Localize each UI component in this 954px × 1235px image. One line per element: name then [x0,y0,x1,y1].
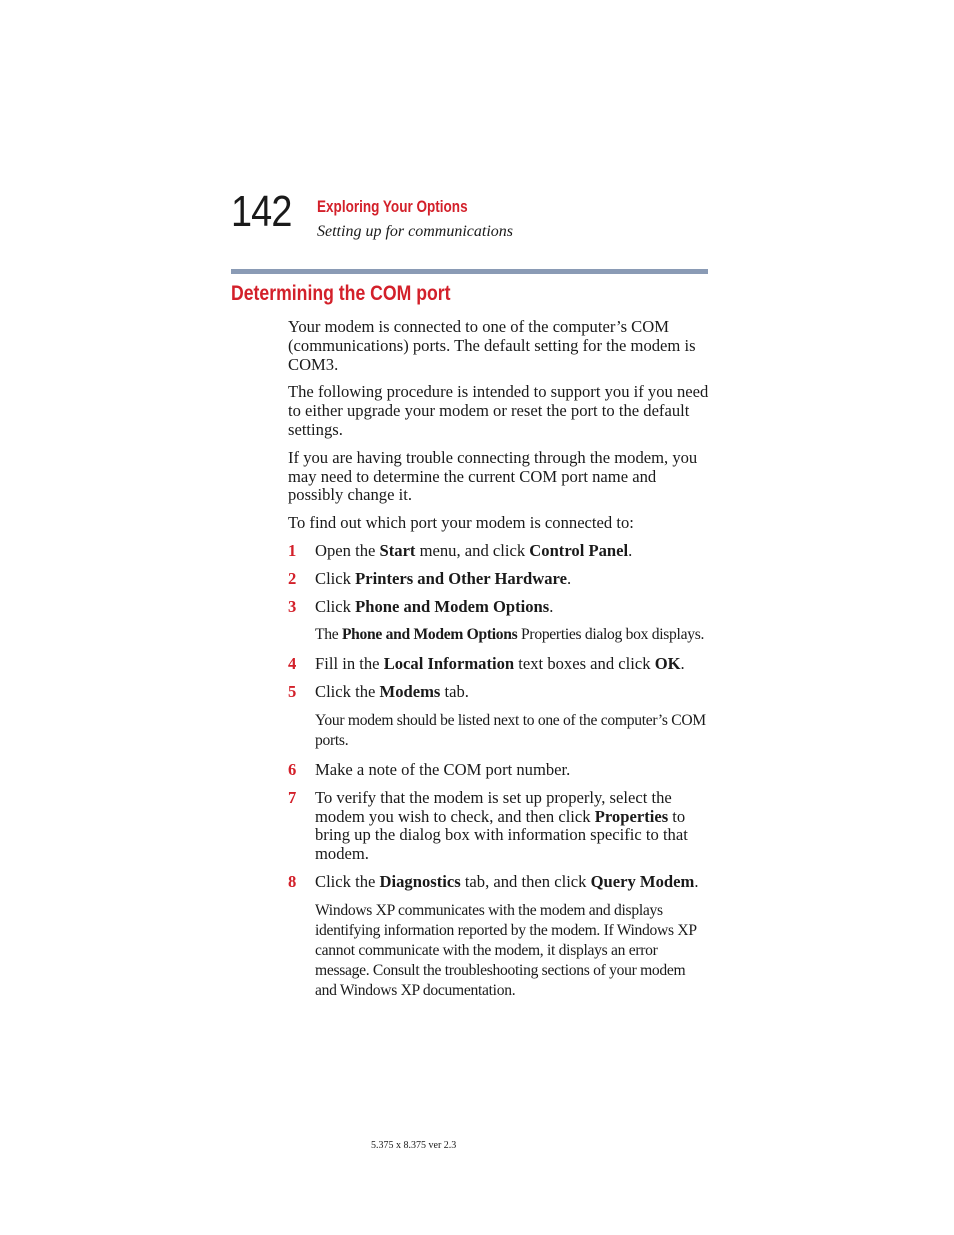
step-text-part: Fill in the [315,654,384,674]
bold-term: Local Information [383,654,515,674]
step-text-part: . [549,596,554,616]
step-text-part: . [680,654,685,674]
step-text-part: text boxes and click [514,654,655,674]
procedure-step [288,598,710,617]
step-number: 7 [288,787,297,807]
step-number: 5 [288,682,297,702]
chapter-title: Exploring Your Options [317,198,468,216]
step-text-part: Click [315,568,356,588]
section-divider [231,269,708,274]
procedure-step [288,683,710,702]
step-text [315,683,710,702]
step-text-part: To verify that the modem is set up properly, select the modem you wish to check, and then click [315,787,672,826]
body-paragraph: If you are having trouble connecting through the modem, you may need to determine the current COM port name and possibly change it. [288,447,698,505]
step-text-part: Click the [315,871,380,891]
step-text-part: menu, and click [415,540,530,560]
step-number: 2 [288,568,297,588]
step-text-part: The [315,626,342,644]
step-text-part: tab. [440,682,469,702]
procedure-step [288,655,710,674]
step-note [315,711,710,751]
body-paragraph: To find out which port your modem is connected to: [288,513,634,533]
step-note [315,625,710,645]
step-number: 1 [288,540,297,560]
step-text-part: tab, and then click [460,871,591,891]
procedure-steps [288,542,710,1001]
step-number: 3 [288,596,297,616]
step-text-part: . [694,871,699,891]
bold-term: Control Panel [529,540,629,560]
bold-term: Phone and Modem Options [355,596,550,616]
body-content [288,318,710,1011]
step-text-part: . [566,568,572,588]
bold-term: Modems [379,682,441,702]
section-title: Setting up for communications [317,223,513,240]
step-text [315,598,710,617]
step-number: 6 [288,759,297,779]
procedure-step [288,873,710,892]
step-text [315,655,710,674]
step-text-part: . [628,540,633,560]
body-paragraph: The following procedure is intended to support you if you need to either upgrade your modem or reset the port to the default settings. [288,382,709,439]
step-number: 8 [288,871,297,891]
step-text-part: Windows XP communicates with the modem and displays identifying information reported by the modem. If Windows XP cannot communicate with the modem, it displays an error message. Consult the troubleshooting sections of your modem and Windows XP documentation. [315,901,697,999]
bold-term: Diagnostics [379,871,461,891]
step-text [315,761,710,780]
step-text-part: Open the [315,540,380,560]
bold-term: Start [379,540,416,560]
step-text [315,542,710,561]
step-text-part: Properties dialog box displays. [517,626,705,644]
bold-term: OK [654,654,681,674]
step-text-part: Your modem should be listed next to one of the computer’s COM ports. [315,711,706,749]
page-heading: Determining the COM port [231,282,451,305]
page-number: 142 [231,187,292,236]
procedure-step [288,542,710,561]
procedure-step [288,789,710,864]
step-number: 4 [288,654,297,674]
bold-term: Phone and Modem Options [341,626,518,644]
step-text-part: Click the [315,682,380,702]
bold-term: Printers and Other Hardware [355,568,567,588]
step-note [315,901,710,1001]
step-text [315,570,710,589]
bold-term: Properties [594,806,669,826]
step-text [315,873,710,892]
procedure-step [288,761,710,780]
step-text-part: Make a note of the COM port number. [315,759,571,779]
bold-term: Query Modem [590,871,695,891]
step-text-part: to bring up the dialog box with information specific to that modem. [315,806,688,864]
step-text [315,789,710,864]
procedure-step [288,570,710,589]
footer-version: 5.375 x 8.375 ver 2.3 [371,1140,457,1151]
step-text-part: Click [315,596,356,616]
body-paragraph: Your modem is connected to one of the computer’s COM (communications) ports. The default setting for the modem is COM3. [288,317,696,374]
